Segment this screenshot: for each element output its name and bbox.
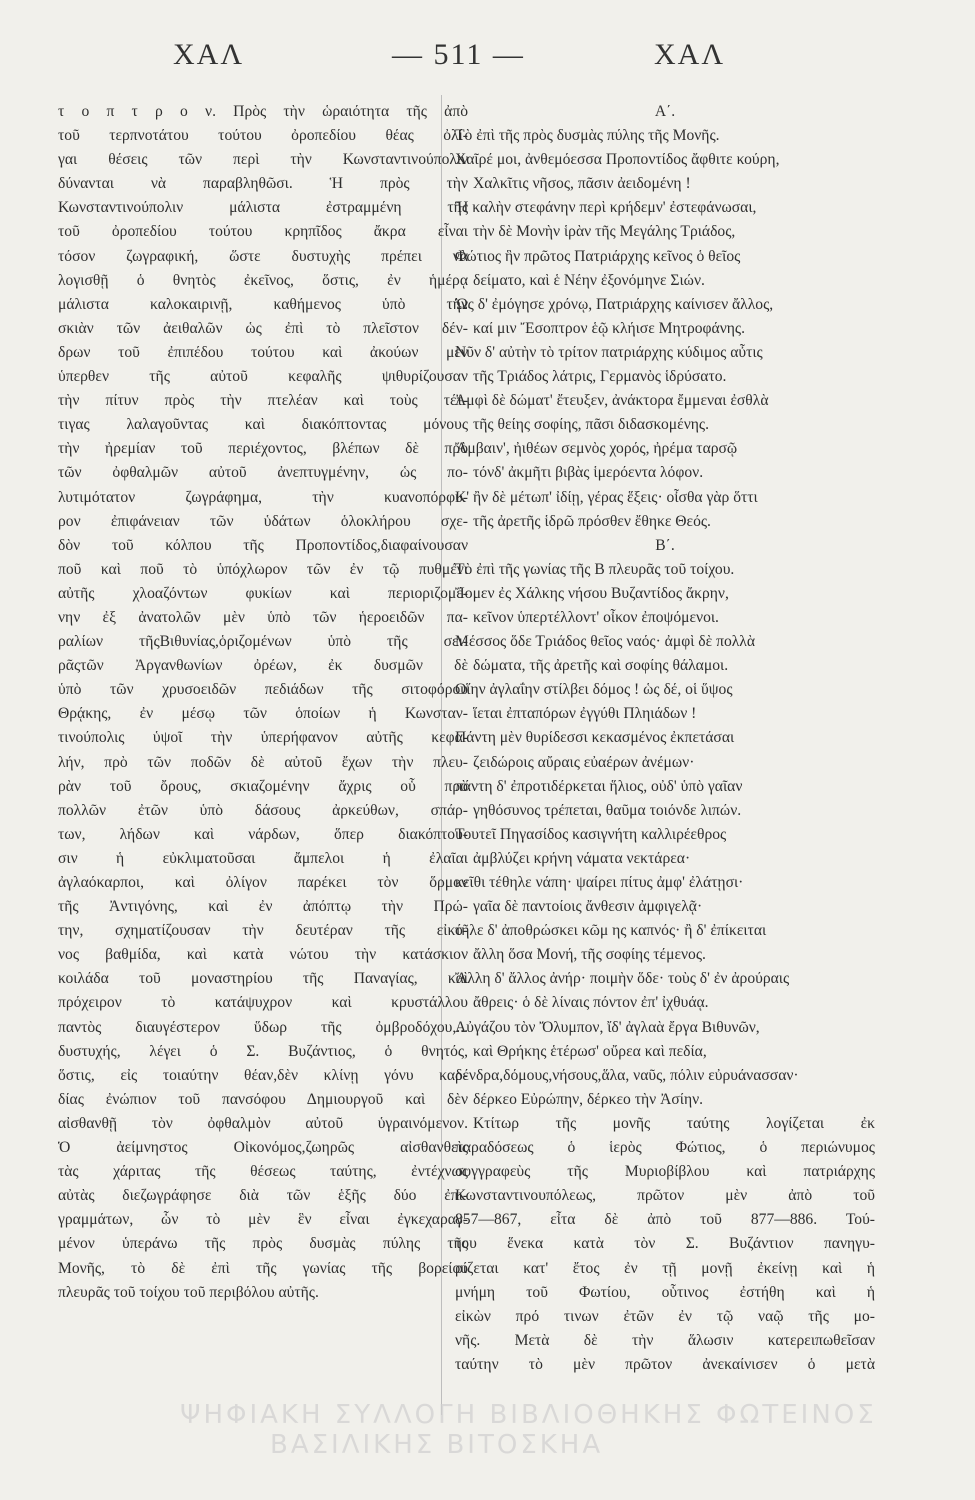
body-line: τῆς Ἀντιγόνης, καὶ ἐν ἀπόπτῳ τὴν Πρώ-	[58, 898, 468, 916]
verse-line: καί μιν Ἔσοπτρον ἑῷ κλήισε Μητροφάνης.	[473, 319, 745, 337]
prose-line: μνήμη τοῦ Φωτίου, οὗτινος ἐστήθη καὶ ἡ	[455, 1283, 875, 1301]
body-line: τὴν πίτυν πρὸς τὴν πτελέαν καὶ τοὺς τέτ-	[58, 392, 468, 410]
body-line: Ὁ ἀείμνηστος Οἰκονόμος,ζωηρῶς αἰσθανθεὶς	[58, 1139, 468, 1157]
body-line: τοῦ τερπνοτάτου τούτου ὀροπεδίου θέας ὀλί-	[58, 127, 468, 145]
body-line: νος βαθμίδα, καὶ κατὰ νώτου τὴν κατάσκιον	[58, 946, 468, 964]
verse-line: τῆς ἀρετῆς ἱδρῶ πρόσθεν ἔθηκε Θεός.	[473, 512, 711, 530]
verse-line: ἵεται ἐπταπόρων ἐγγύθι Πληιάδων !	[473, 705, 697, 723]
body-line: γαι θέσεις τῶν περὶ τὴν Κωνσταντινούπολιν	[58, 151, 468, 169]
verse-line: Κ' ἢν δὲ μέτωπ' ἰδίῃ, γέρας ἕξεις· οἶσθα γὰρ ὅττι	[455, 488, 758, 506]
verse-line: Χαῖρέ μοι, ἀνθεμόεσσα Προποντίδος ἄφθιτε κούρη,	[455, 151, 780, 169]
left-column	[58, 100, 468, 1305]
body-line: λυτιμότατον ζωγράφημα, τὴν κυανοπόρφυ-	[58, 488, 468, 506]
header-left-guideword: ΧΑΛ	[173, 38, 245, 71]
body-line: ὅστις, εἰς τοιαύτην θέαν,δὲν κλίνῃ γόνυ καρ-	[58, 1066, 468, 1084]
body-line: δίας ἐνώπιον τοῦ πανσόφου Δημιουργοῦ καὶ δὲν	[58, 1090, 468, 1108]
verse-line: δένδρα,δόμους,νήσους,ἅλα, ναῦς, πόλιν εὐρυάνασσαν·	[455, 1066, 799, 1084]
body-line: τόσον ζωγραφική, ὥστε δυστυχὴς πρέπει νὰ	[58, 247, 468, 265]
verse-line: ἀμβλύζει κρήνη νάματα νεκτάρεα·	[473, 849, 691, 867]
verse-line: Τουτεῖ Πηγασίδος κασιγνήτη καλλιρέεθρος	[455, 825, 727, 843]
prose-line: ρίζεται κατ' ἔτος ἐν τῇ μονῇ ἐκείνῃ καὶ ἡ	[455, 1259, 875, 1277]
body-line: τινούπολις ὑψοῖ τὴν ὑπερήφανον αὐτῆς κεφα-	[58, 729, 468, 747]
body-line: δρων τοῦ ἐπιπέδου τούτου καὶ ἀκούων μὲν	[58, 343, 468, 361]
body-line: ραλίων τῆςΒιθυνίας,ὁριζομένων ὑπὸ τῆς σει-	[58, 633, 468, 651]
verse-line: γηθόσυνος τρέπεται, θαῦμα τοιόνδε λιπών.	[473, 801, 742, 819]
verse-line: δώματα, τῆς ἀρετῆς καὶ σοφίης θάλαμοι.	[473, 657, 729, 675]
body-line: πλευρᾶς τοῦ τοίχου τοῦ περιβόλου αὐτῆς.	[58, 1283, 319, 1301]
watermark-line-1: ΨΗΦΙΑΚΗ ΣΥΛΛΟΓΗ ΒΙΒΛΙΟΘΗΚΗΣ ΦΩΤΕΙΝΟΣ	[180, 1400, 877, 1430]
verse-line: Οἵην ἀγλαΐην στίλβει δόμος ! ὡς δέ, οἱ ὕψος	[455, 681, 733, 699]
watermark	[180, 1400, 960, 1460]
verse-line: Φώτιος ἣν πρῶτος Πατριάρχης κεῖνος ὁ θεῖος	[455, 247, 741, 265]
body-line: τῶν ὀφθαλμῶν αὐτοῦ ἀνεπτυγμένην, ὡς πο-	[58, 464, 468, 482]
prose-line: 857—867, εἶτα δὲ ἀπὸ τοῦ 877—886. Τού-	[455, 1211, 875, 1229]
right-column	[455, 100, 875, 1377]
prose-line: ταύτην τὸ μὲν πρῶτον ἀνεκαίνισεν ὁ μετὰ	[455, 1355, 875, 1373]
prose-line: συγγραφεὺς τῆς Μυριοβίβλου καὶ πατριάρχης	[455, 1163, 875, 1181]
body-line: Θρᾴκης, ἐν μέσῳ τῶν ὁποίων ἡ Κωνσταν-	[58, 705, 468, 723]
verse-line: πάντη δ' ἐπροτιδέρκεται ἥλιος, οὐδ' ὑπὸ γαῖαν	[455, 777, 743, 795]
verse-line: καὶ Θρήκης ἑτέρωσ' οὔρεα καὶ πεδία,	[473, 1042, 707, 1060]
body-line: τιγας λαλαγοῦντας καὶ διακόπτοντας μόνους	[58, 416, 468, 434]
verse-line: Νῦν δ' αὐτὴν τὸ τρίτον πατριάρχης κύδιμος αὖτις	[455, 343, 763, 361]
body-line: δύνανται νὰ παραβληθῶσι. Ἡ πρὸς τὴν	[58, 175, 468, 193]
prose-line: του ἕνεκα κατὰ τὸν Σ. Βυζάντιον πανηγυ-	[455, 1235, 875, 1253]
section-a-heading: Α΄.	[654, 103, 676, 120]
verse-line: Ἀμφὶ δὲ δώματ' ἔτευξεν, ἀνάκτορα ἔμμεναι ἐσθλὰ	[455, 392, 769, 410]
verse-line: γαῖα δὲ παντοίοις ἄνθεσιν ἀμφιγελᾷ·	[473, 898, 703, 916]
body-line: ρον ἐπιφάνειαν τῶν ὑδάτων ὁλοκλήρου σχε-	[58, 512, 468, 530]
body-line: δὸν τοῦ κόλπου τῆς Προποντίδος,διαφαίνουσαν	[58, 536, 468, 554]
body-line: νην ἐξ ἀνατολῶν μὲν ὑπὸ τῶν ἡεροειδῶν πα-	[58, 608, 468, 626]
body-line: δυστυχής, λέγει ὁ Σ. Βυζάντιος, ὁ θνητός,	[58, 1042, 468, 1060]
body-line: σκιὰν τῶν ἀειθαλῶν ὡς ἐπὶ τὸ πλεῖστον δέν-	[58, 319, 468, 337]
section-b-heading: Β΄.	[655, 536, 675, 554]
verse-line: Πάντη μὲν θυρίδεσσι κεκασμένος ἐκπετάσαι	[455, 729, 735, 747]
verse-line: κεῖνον ὑπερτέλλοντ' οἶκον ἐποψόμενοι.	[473, 608, 719, 626]
founder-paragraph	[455, 1112, 875, 1377]
prose-line: παραδόσεως ὁ ἱερὸς Φώτιος, ὁ περιώνυμος	[455, 1139, 875, 1157]
body-line: ρὰν τοῦ ὄρους, σκιαζομένην ἄχρις οὗ πρὸ	[58, 777, 468, 795]
prose-line: Κτίτωρ τῆς μονῆς ταύτης λογίζεται ἐκ	[473, 1114, 875, 1132]
verse-line: τῆς Τριάδος λάτρις, Γερμανὸς ἱδρύσατο.	[473, 368, 727, 386]
body-line: τὰς χάριτας τῆς θέσεως ταύτης, ἐντέχνως	[58, 1163, 468, 1181]
verse-line: Τὸ ἐπὶ τῆς πρὸς δυσμὰς πύλης τῆς Μονῆς.	[455, 127, 720, 145]
header-right-guideword: ΧΑΛ	[654, 38, 726, 71]
body-line: λογισθῇ ὁ θνητὸς ἐκεῖνος, ὅστις, ἐν ἡμέρᾳ	[58, 271, 468, 289]
body-line: μένον ὑπεράνω τῆς πρὸς δυσμὰς πύλης τῆς	[58, 1235, 468, 1253]
body-line: ὑπερθεν τῆς αὐτοῦ κεφαλῆς ψιθυρίζουσαν	[58, 368, 468, 386]
verse-line: Ἄμβαιν', ἠιθέων σεμνὸς χορός, ἠρέμα ταρσῷ	[455, 440, 738, 458]
verse-line: Ὡς δ' ἐμόγησε χρόνῳ, Πατριάρχης καίνισεν ἄλλος,	[455, 295, 774, 313]
verse-line: κεῖθι τέθηλε νάπη· ψαίρει πίτυς ἀμφ' ἐλάτῃσι·	[455, 874, 744, 891]
body-line: πολλῶν ἐτῶν ὑπὸ δάσους ἀρκεύθων, σπάρ-	[58, 801, 468, 819]
body-line: των, λήδων καὶ νάρδων, ὅπερ διακόπτου-	[58, 825, 468, 843]
verse-line: Ἡ καλὴν στεφάνην περὶ κρήδεμν' ἐστεφάνωσαι,	[455, 199, 757, 217]
section-b-epigram	[455, 558, 875, 1112]
body-line: παντὸς διαυγέστερον ὕδωρ τῆς ὀμβροδόχου,...	[58, 1018, 468, 1036]
verse-line: τῆς θείης σοφίης, πᾶσι διδασκομένης.	[473, 416, 709, 434]
verse-line: τόνδ' ἀκμῆτι βιβὰς ἱμερόεντα λόφον.	[473, 464, 704, 482]
body-line: αὐτὰς διεζωγράφησε διὰ τῶν ἑξῆς δύο ἐπι-	[58, 1187, 468, 1205]
verse-line: δέρκεο Εὐρώπην, δέρκεο τὴν Ἀσίην.	[473, 1090, 704, 1108]
body-line: τ ο π τ ρ ο ν. Πρὸς τὴν ὡραιότητα τῆς ἀπὸ	[58, 103, 468, 120]
prose-line: νῆς. Μετὰ δὲ τὴν ἅλωσιν κατερειπωθεῖσαν	[455, 1331, 875, 1349]
section-a-epigram	[455, 124, 875, 534]
body-line: την, σχηματίζουσαν τὴν δευτέραν τῆς εἰκό-	[58, 922, 468, 940]
verse-line: ἄθρεις· ὁ δὲ λίναις πόντον ἐπ' ἰχθυάᾳ.	[473, 994, 709, 1012]
verse-line: Χαλκῖτις νῆσος, πᾶσιν ἀειδομένη !	[473, 175, 691, 193]
body-line: ρᾶςτῶν Ἀργανθωνίων ὀρέων, ἐκ δυσμῶν δὲ	[58, 657, 468, 675]
body-line: Μονῆς, τὸ δὲ ἐπὶ τῆς γωνίας τῆς βορείου	[58, 1259, 468, 1277]
verse-line: Αὐγάζου τὸν Ὄλυμπον, ἴδ' ἀγλαὰ ἔργα Βιθυνῶν,	[455, 1018, 760, 1036]
prose-line: Κωνσταντινουπόλεως, πρῶτον μὲν ἀπὸ τοῦ	[455, 1187, 875, 1205]
body-line: μάλιστα καλοκαιρινῇ, καθήμενος ὑπὸ τὴν	[58, 295, 468, 313]
watermark-line-2: ΒΑΣΙΛΙΚΗΣ ΒΙΤΟΣΚΗΑ	[270, 1430, 604, 1460]
page-header	[0, 38, 975, 78]
verse-line: ζειδώροις αὔραις εὐαέρων ἀνέμων·	[473, 753, 695, 771]
verse-line: τὴν δὲ Μονὴν ἱρὰν τῆς Μεγάλης Τριάδος,	[473, 223, 736, 241]
body-line: σιν ἡ εὐκλιματοῦσαι ἄμπελοι ἡ ἐλαῖαι	[58, 849, 468, 867]
page-number: — 511 —	[392, 38, 525, 71]
verse-line: Τὸ ἐπὶ τῆς γωνίας τῆς Β πλευρᾶς τοῦ τοίχου.	[455, 560, 735, 578]
body-line: ὑπὸ τῶν χρυσοειδῶν πεδιάδων τῆς σιτοφόρου	[58, 681, 468, 699]
body-line: ἀγλαόκαρποι, καὶ ὀλίγον παρέκει τὸν ὅρμον	[58, 874, 468, 891]
body-line: πρόχειρον τὸ κατάψυχρον καὶ κρυστάλλου	[58, 994, 468, 1012]
body-line: τοῦ ὀροπεδίου τούτου κρηπῖδος ἄκρα εἶναι	[58, 223, 468, 241]
body-line: αὐτῆς χλοαζόντων φυκίων καὶ περιοριζομέ-	[58, 584, 468, 602]
body-line: γραμμάτων, ὧν τὸ μὲν ἓν εἶναι ἐγκεχαραγ-	[58, 1211, 468, 1229]
body-line: Κωνσταντινούπολιν μάλιστα ἐστραμμένη τῆς	[58, 199, 468, 217]
verse-line: ἄλλη ὅσα Μονή, τῆς σοφίης τέμενος.	[473, 946, 706, 964]
verse-line: τῆλε δ' ἀποθρώσκει κῶμ ης καπνός· ἢ δ' ἐπίκειται	[455, 922, 767, 940]
body-line: αἰσθανθῇ τὸν ὀφθαλμὸν αὐτοῦ ὑγραινόμενον.	[58, 1114, 468, 1132]
verse-line: Μέσσος ὅδε Τριάδος θεῖος ναός· ἀμφὶ δὲ πολλὰ	[455, 633, 756, 651]
prose-line: εἰκὼν πρό τινων ἐτῶν ἐν τῷ ναῷ τῆς μο-	[455, 1307, 875, 1325]
verse-line: Ἄλλη δ' ἄλλος ἀνήρ· ποιμὴν ὅδε· τοὺς δ' ἐν ἀρούραις	[455, 970, 790, 988]
body-line: τὴν ἠρεμίαν τοῦ περιέχοντος, βλέπων δὲ πρὸ	[58, 440, 468, 458]
verse-line: Ἴομεν ἐς Χάλκης νήσου Βυζαντίδος ἄκρην,	[455, 584, 729, 602]
verse-line: δείματο, καὶ ἑ Νέην ἐξονόμηνε Σιών.	[473, 271, 705, 289]
body-line: λήν, πρὸ τῶν ποδῶν δὲ αὐτοῦ ἔχων τὴν πλευ-	[58, 753, 468, 771]
body-line: κοιλάδα τοῦ μοναστηρίου τῆς Παναγίας, καὶ	[58, 970, 468, 988]
body-line: ποῦ καὶ ποῦ τὸ ὑπόχλωρον τῶν ἐν τῷ πυθμένι	[58, 560, 468, 578]
